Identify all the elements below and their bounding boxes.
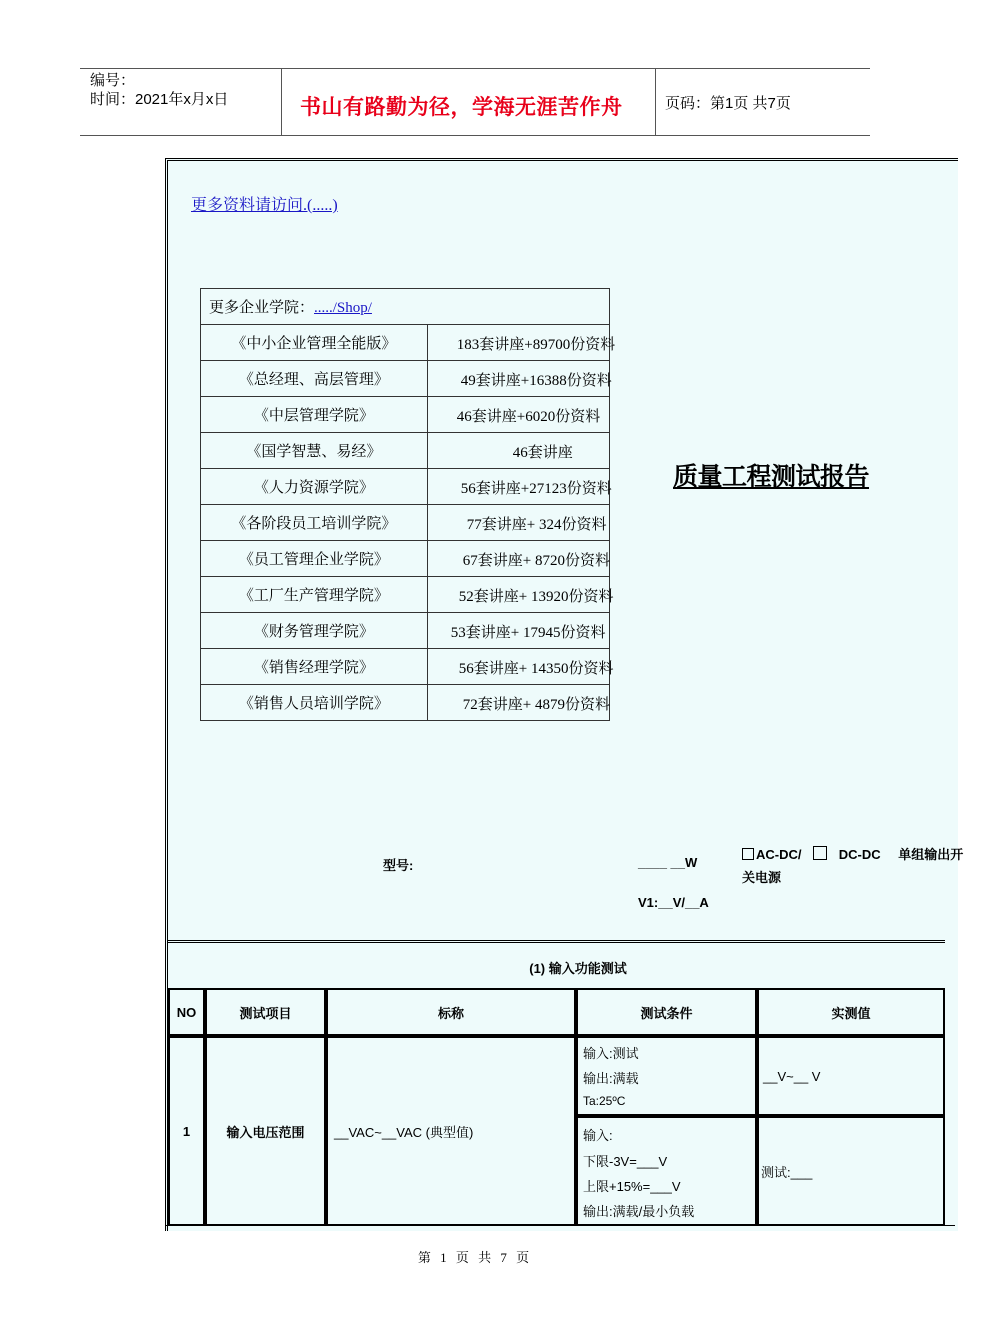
report-title: 质量工程测试报告 xyxy=(673,463,870,491)
header-divider-right xyxy=(655,68,656,136)
promo-desc: 46套讲座 xyxy=(512,445,573,461)
col-header-condition: 测试条件 xyxy=(576,988,757,1036)
col-header-no: NO xyxy=(168,988,205,1036)
promo-desc-cell xyxy=(427,649,614,685)
promo-name[interactable]: 《总经理、高层管理》 xyxy=(201,361,428,397)
power-type-options xyxy=(742,844,963,863)
promo-row xyxy=(201,469,610,505)
dcdc-checkbox[interactable] xyxy=(813,846,827,860)
header-top-rule xyxy=(80,68,870,69)
promo-row xyxy=(201,541,610,577)
header-motto: 书山有路勤为径，学海无涯苦作舟 xyxy=(300,96,623,119)
promo-desc: 56套讲座+ 14350份资料 xyxy=(458,661,614,677)
promo-row xyxy=(201,649,610,685)
promo-desc: 46套讲座+6020份资料 xyxy=(456,409,601,425)
promo-table xyxy=(200,288,616,721)
cond-line: 输出:满载/最小负载 xyxy=(583,1204,695,1219)
promo-desc-cell xyxy=(427,469,612,505)
promo-row xyxy=(201,325,610,361)
promo-desc: 77套讲座+ 324份资料 xyxy=(466,517,607,533)
promo-name[interactable]: 《工厂生产管理学院》 xyxy=(201,577,428,613)
promo-header-label: 更多企业学院： xyxy=(209,300,315,316)
cond-cell-2 xyxy=(576,1116,757,1226)
promo-desc-cell xyxy=(427,325,616,361)
cond-line: 输入:测试 xyxy=(583,1046,639,1061)
promo-desc-cell xyxy=(427,397,609,433)
power-blank: ____ __W xyxy=(638,855,698,870)
doc-number-label: 编号： xyxy=(90,72,136,89)
promo-row xyxy=(201,433,610,469)
promo-name[interactable]: 《财务管理学院》 xyxy=(201,613,428,649)
promo-row xyxy=(201,685,610,721)
promo-desc: 183套讲座+89700份资料 xyxy=(456,337,616,353)
acdc-checkbox[interactable] xyxy=(742,848,754,860)
measured-cell-1[interactable]: __V~__ V xyxy=(757,1036,945,1116)
cond-line: 输出:满载 xyxy=(583,1071,639,1086)
promo-row xyxy=(201,577,610,613)
promo-row xyxy=(201,361,610,397)
row-item: 输入电压范围 xyxy=(205,1036,326,1226)
promo-header-cell xyxy=(201,289,610,325)
cond-cell-1 xyxy=(576,1036,757,1116)
promo-row xyxy=(201,505,610,541)
promo-desc-cell xyxy=(427,577,614,613)
v1-spec: V1:__V/__A xyxy=(638,895,709,910)
promo-row xyxy=(201,397,610,433)
promo-desc: 49套讲座+16388份资料 xyxy=(460,373,612,389)
promo-name[interactable]: 《人力资源学院》 xyxy=(201,469,428,505)
cond-line: 上限+15%=___V xyxy=(583,1179,681,1194)
promo-desc: 56套讲座+27123份资料 xyxy=(460,481,612,497)
intro-link[interactable]: 更多资料请访问.(.....) xyxy=(191,197,338,214)
model-label: 型号: xyxy=(383,858,414,873)
header-bottom-rule xyxy=(80,135,870,136)
power-type-line1: 单组输出开 xyxy=(898,847,964,862)
promo-desc: 53套讲座+ 17945份资料 xyxy=(450,625,606,641)
promo-shop-link[interactable]: ...../Shop/ xyxy=(314,300,372,316)
header-divider-left xyxy=(281,68,282,136)
promo-name[interactable]: 《各阶段员工培训学院》 xyxy=(201,505,428,541)
promo-name[interactable]: 《销售经理学院》 xyxy=(201,649,428,685)
promo-name[interactable]: 《员工管理企业学院》 xyxy=(201,541,428,577)
doc-date-label: 时间：2021年x月x日 xyxy=(90,91,229,108)
promo-desc: 67套讲座+ 8720份资料 xyxy=(462,553,610,569)
cond-line: 下限-3V=___V xyxy=(583,1154,668,1169)
page-footer: 第 1 页 共 7 页 xyxy=(417,1250,533,1265)
cond-line: Ta:25ºC xyxy=(583,1094,626,1108)
promo-desc-cell xyxy=(427,505,609,541)
section-separator xyxy=(168,940,945,943)
col-header-measured: 实测值 xyxy=(757,988,945,1036)
promo-desc-cell xyxy=(427,685,609,721)
power-type-line2: 关电源 xyxy=(742,870,782,885)
promo-desc: 72套讲座+ 4879份资料 xyxy=(462,697,610,713)
col-header-item: 测试项目 xyxy=(205,988,326,1036)
promo-name[interactable]: 《中层管理学院》 xyxy=(201,397,428,433)
promo-desc: 52套讲座+ 13920份资料 xyxy=(458,589,614,605)
promo-name[interactable]: 《国学智慧、易经》 xyxy=(201,433,428,469)
row-nominal: __VAC~__VAC (典型值) xyxy=(326,1036,576,1226)
promo-desc-cell xyxy=(427,361,612,397)
acdc-label: AC-DC/ xyxy=(756,847,802,862)
page-counter: 页码：第1页 共7页 xyxy=(665,95,791,112)
measured-cell-2[interactable]: 测试:___ xyxy=(757,1116,945,1226)
promo-desc-cell xyxy=(427,613,609,649)
row-no: 1 xyxy=(168,1036,205,1226)
cond-line: 输入: xyxy=(583,1128,613,1143)
col-header-nominal: 标称 xyxy=(326,988,576,1036)
promo-desc-cell xyxy=(427,433,609,469)
section-title: (1) 输入功能测试 xyxy=(529,961,627,976)
dcdc-label: DC-DC xyxy=(838,847,881,862)
promo-name[interactable]: 《销售人员培训学院》 xyxy=(201,685,428,721)
promo-name[interactable]: 《中小企业管理全能版》 xyxy=(201,325,428,361)
promo-desc-cell xyxy=(427,541,609,577)
promo-row xyxy=(201,613,610,649)
